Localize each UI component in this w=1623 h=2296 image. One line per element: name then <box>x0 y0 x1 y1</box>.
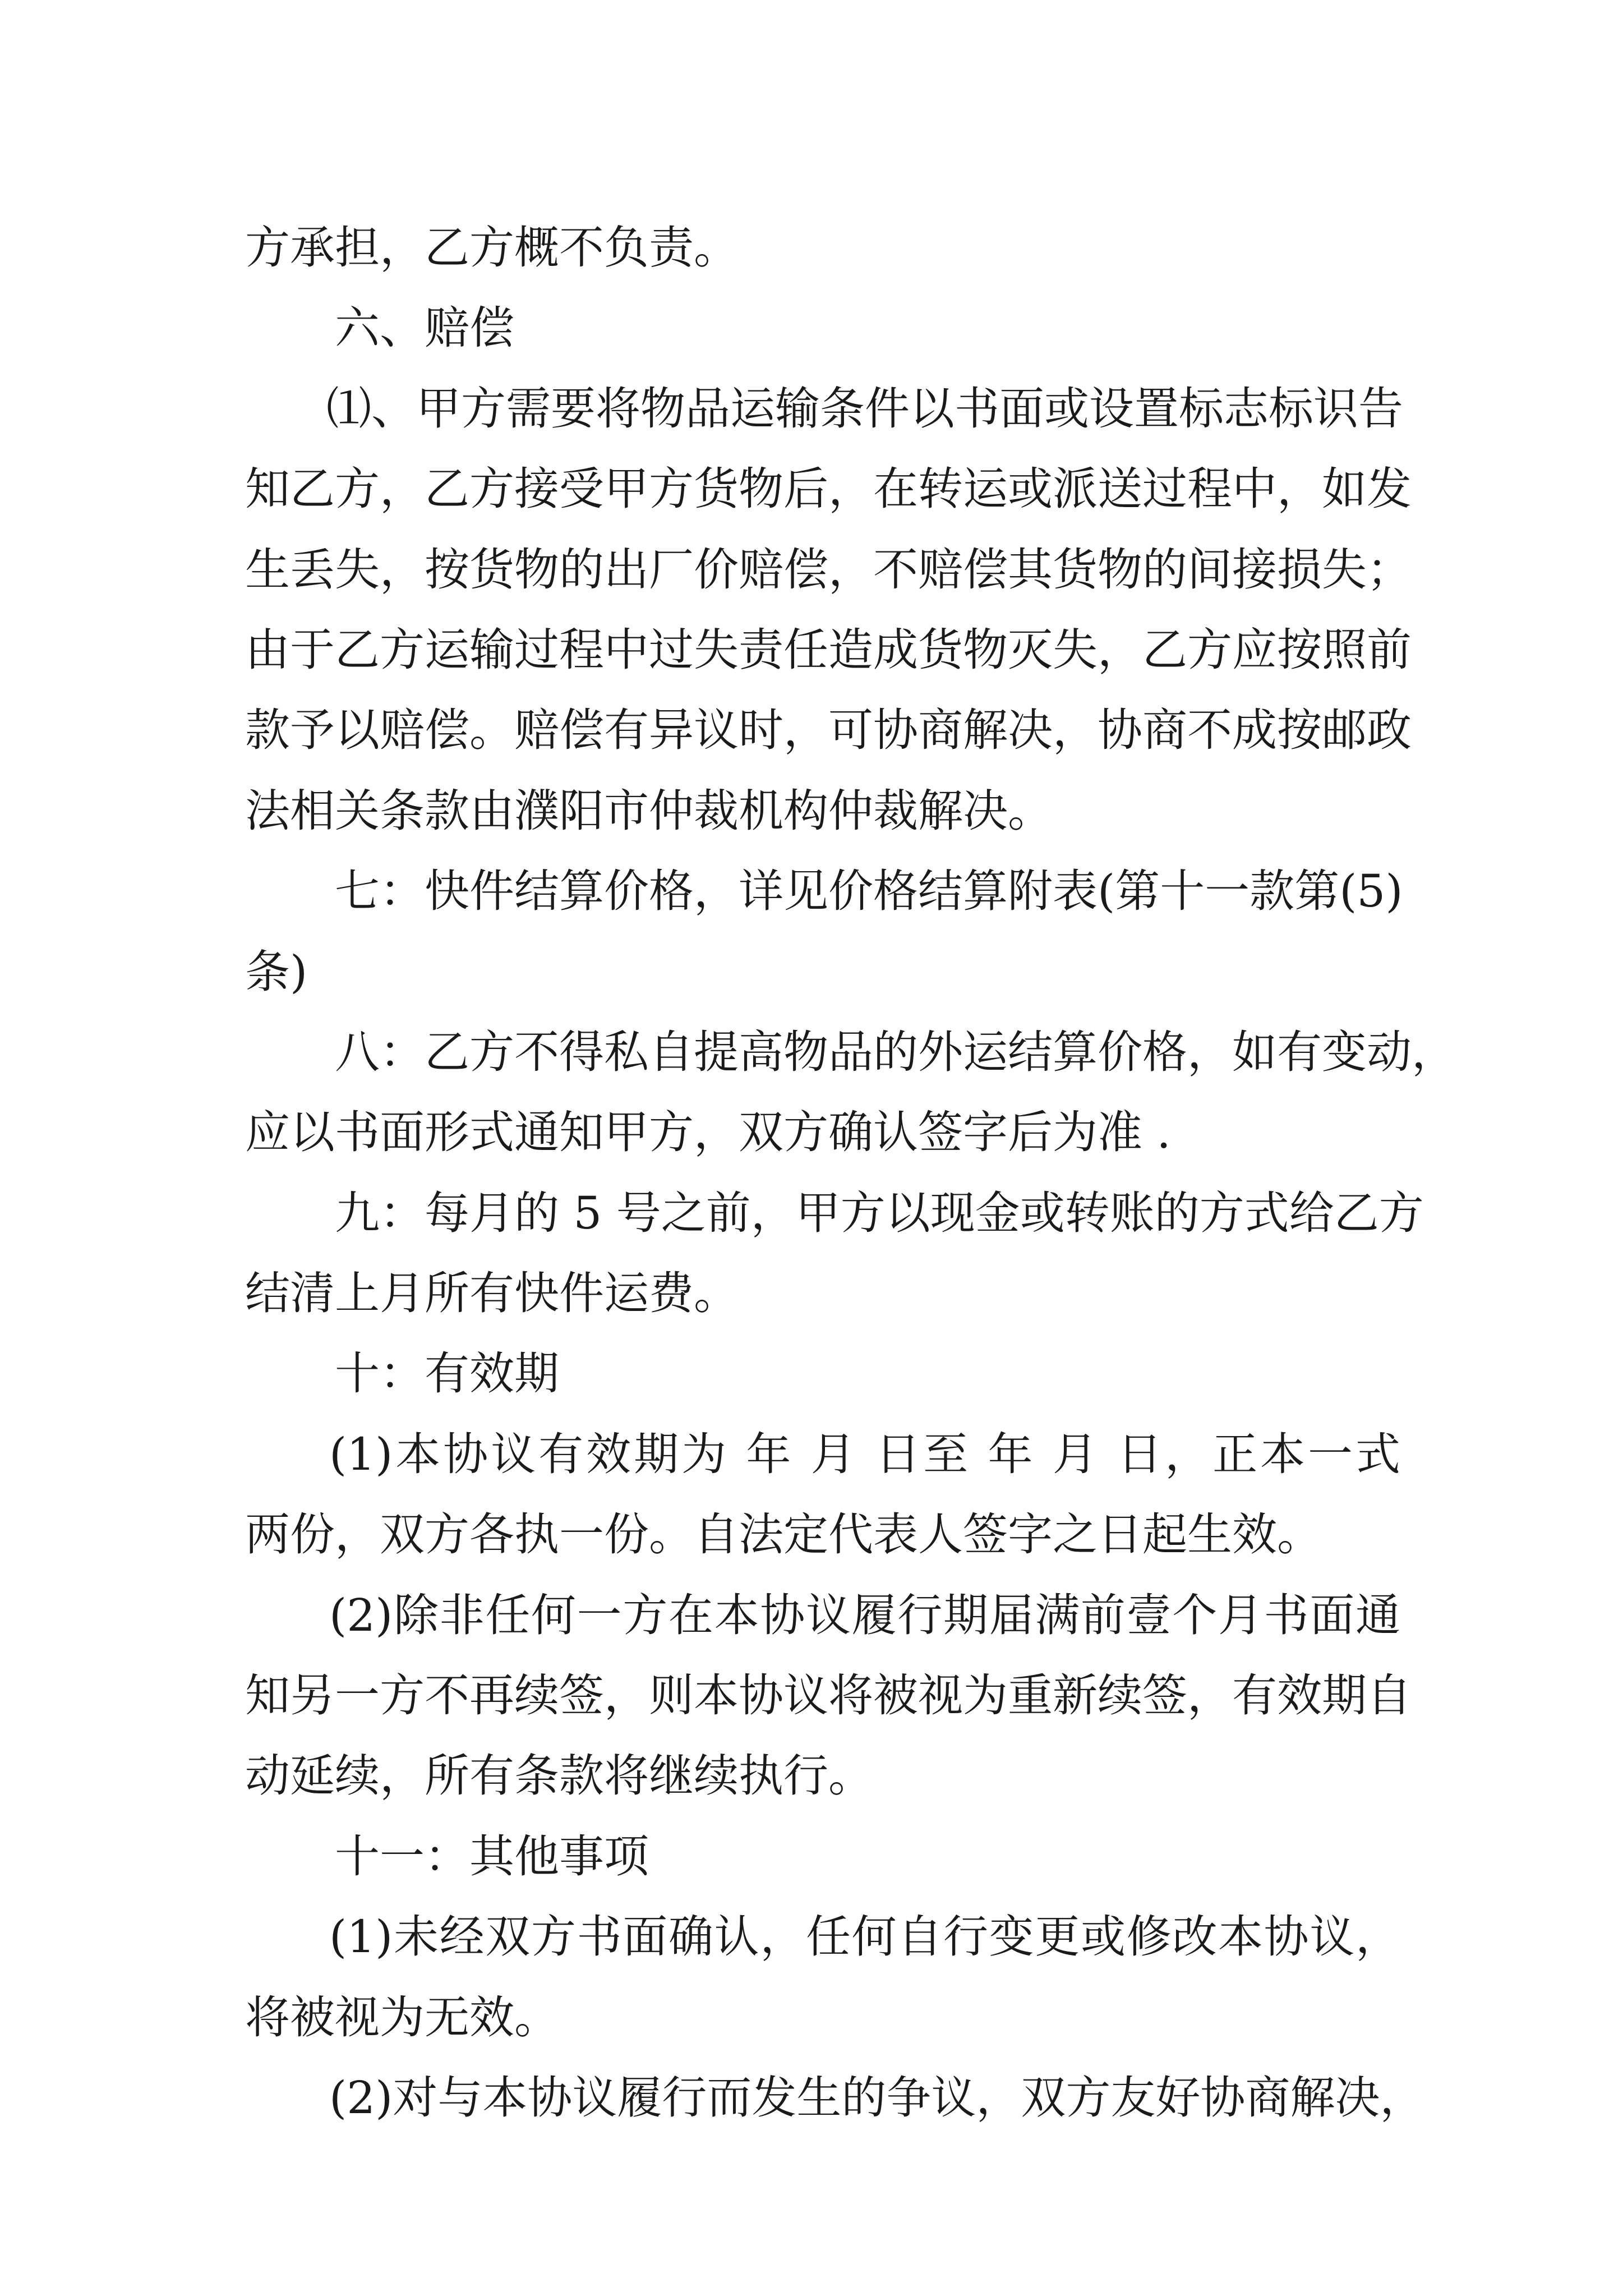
text-line: (1)未经双方书面确认，任何自行变更或修改本协议， <box>329 1911 1400 1963</box>
section-heading: 十一：其他事项 <box>335 1830 649 1883</box>
text-line: 由于乙方运输过程中过失责任造成货物灭失，乙方应按照前 <box>245 623 1412 676</box>
text-line: 应以书面形式通知甲方，双方确认签字后为准 . <box>245 1106 1171 1159</box>
text-line: 款予以赔偿。赔偿有异议时，可协商解决，协商不成按邮政 <box>245 704 1412 757</box>
section-heading: 六、赔偿 <box>335 302 514 355</box>
text-line: (2)除非任何一方在本协议履行期届满前壹个月书面通 <box>329 1589 1400 1641</box>
document-body <box>245 208 1456 2138</box>
section-heading: 七：快件结算价格，详见价格结算附表(第十一款第(5) <box>335 865 1403 918</box>
text-line: 知另一方不再续签，则本协议将被视为重新续签，有效期自 <box>245 1669 1412 1722</box>
text-line: 两份，双方各执一份。自法定代表人签字之日起生效。 <box>245 1508 1322 1561</box>
section-heading: 十：有效期 <box>335 1347 559 1400</box>
text-line: 法相关条款由濮阳市仲裁机构仲裁解决。 <box>245 784 1053 837</box>
text-line: 将被视为无效。 <box>245 1991 559 2044</box>
text-line: 条) <box>245 945 308 998</box>
section-heading: 九：每月的 5 号之前，甲方以现金或转账的方式给乙方 <box>335 1186 1424 1239</box>
text-line: 方承担，乙方概不负责。 <box>245 222 739 274</box>
text-line: 动延续，所有条款将继续执行。 <box>245 1750 873 1802</box>
text-line: (1)本协议有效期为 年 月 日至 年 月 日，正本一式 <box>329 1428 1400 1480</box>
section-heading: 八：乙方不得私自提高物品的外运结算价格，如有变动， <box>335 1025 1456 1078</box>
text-line: (2)对与本协议履行而发生的争议，双方友好协商解决， <box>329 2071 1425 2124</box>
text-line: 结清上月所有快件运费。 <box>245 1267 739 1320</box>
text-line: ⑴、甲方需要将物品运输条件以书面或设置标志标识告 <box>326 382 1403 435</box>
text-line: 生丢失，按货物的出厂价赔偿，不赔偿其货物的间接损失； <box>245 543 1412 596</box>
text-line: 知乙方，乙方接受甲方货物后，在转运或派送过程中，如发 <box>245 463 1412 516</box>
